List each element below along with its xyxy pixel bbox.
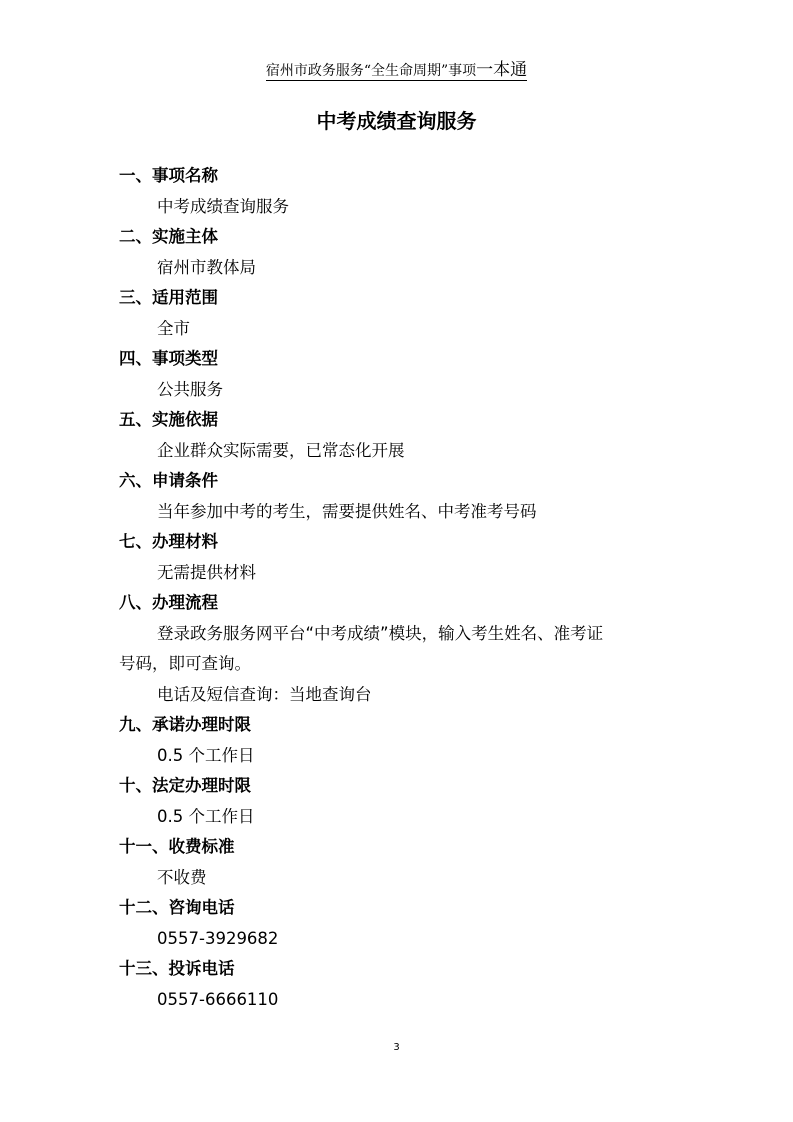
section-heading: 一、事项名称 bbox=[119, 166, 218, 185]
section-heading: 九、承诺办理时限 bbox=[119, 715, 251, 734]
section-text: 公共服务 bbox=[157, 379, 223, 399]
section-text: 电话及短信查询：当地查询台 bbox=[157, 684, 372, 704]
document-body bbox=[119, 161, 679, 1015]
page-header bbox=[0, 60, 793, 81]
section-heading: 十、法定办理时限 bbox=[119, 776, 251, 795]
section-text: 全市 bbox=[157, 318, 190, 338]
section-text: 登录政务服务网平台“中考成绩”模块，输入考生姓名、准考证 bbox=[157, 623, 604, 643]
section-heading: 八、办理流程 bbox=[119, 593, 218, 612]
section-heading: 十三、投诉电话 bbox=[119, 959, 235, 978]
header-text bbox=[265, 60, 528, 81]
section-text: 0557-6666110 bbox=[157, 989, 279, 1009]
section-text: 无需提供材料 bbox=[157, 562, 256, 582]
section-text: 0.5 个工作日 bbox=[157, 745, 255, 765]
document-title: 中考成绩查询服务 bbox=[316, 109, 477, 133]
section-text: 中考成绩查询服务 bbox=[157, 196, 289, 216]
section-heading: 六、申请条件 bbox=[119, 471, 218, 490]
section-text: 不收费 bbox=[157, 867, 207, 887]
section-heading: 十一、收费标准 bbox=[119, 837, 235, 856]
header-suffix: 一本通 bbox=[476, 60, 528, 80]
section-text: 0.5 个工作日 bbox=[157, 806, 255, 826]
section-text-continued: 号码，即可查询。 bbox=[119, 654, 251, 673]
section-text: 宿州市教体局 bbox=[157, 257, 256, 277]
section-text: 0557-3929682 bbox=[157, 928, 279, 948]
section-heading: 七、办理材料 bbox=[119, 532, 218, 551]
section-text: 当年参加中考的考生，需要提供姓名、中考准考号码 bbox=[157, 501, 537, 521]
header-prefix: 宿州市政务服务“全生命周期”事项 bbox=[265, 63, 477, 79]
section-heading: 二、实施主体 bbox=[119, 227, 218, 246]
page-number: 3 bbox=[393, 1042, 400, 1053]
section-heading: 十二、咨询电话 bbox=[119, 898, 235, 917]
section-heading: 四、事项类型 bbox=[119, 349, 218, 368]
section-heading: 五、实施依据 bbox=[119, 410, 218, 429]
section-text: 企业群众实际需要，已常态化开展 bbox=[157, 440, 405, 460]
section-heading: 三、适用范围 bbox=[119, 288, 218, 307]
